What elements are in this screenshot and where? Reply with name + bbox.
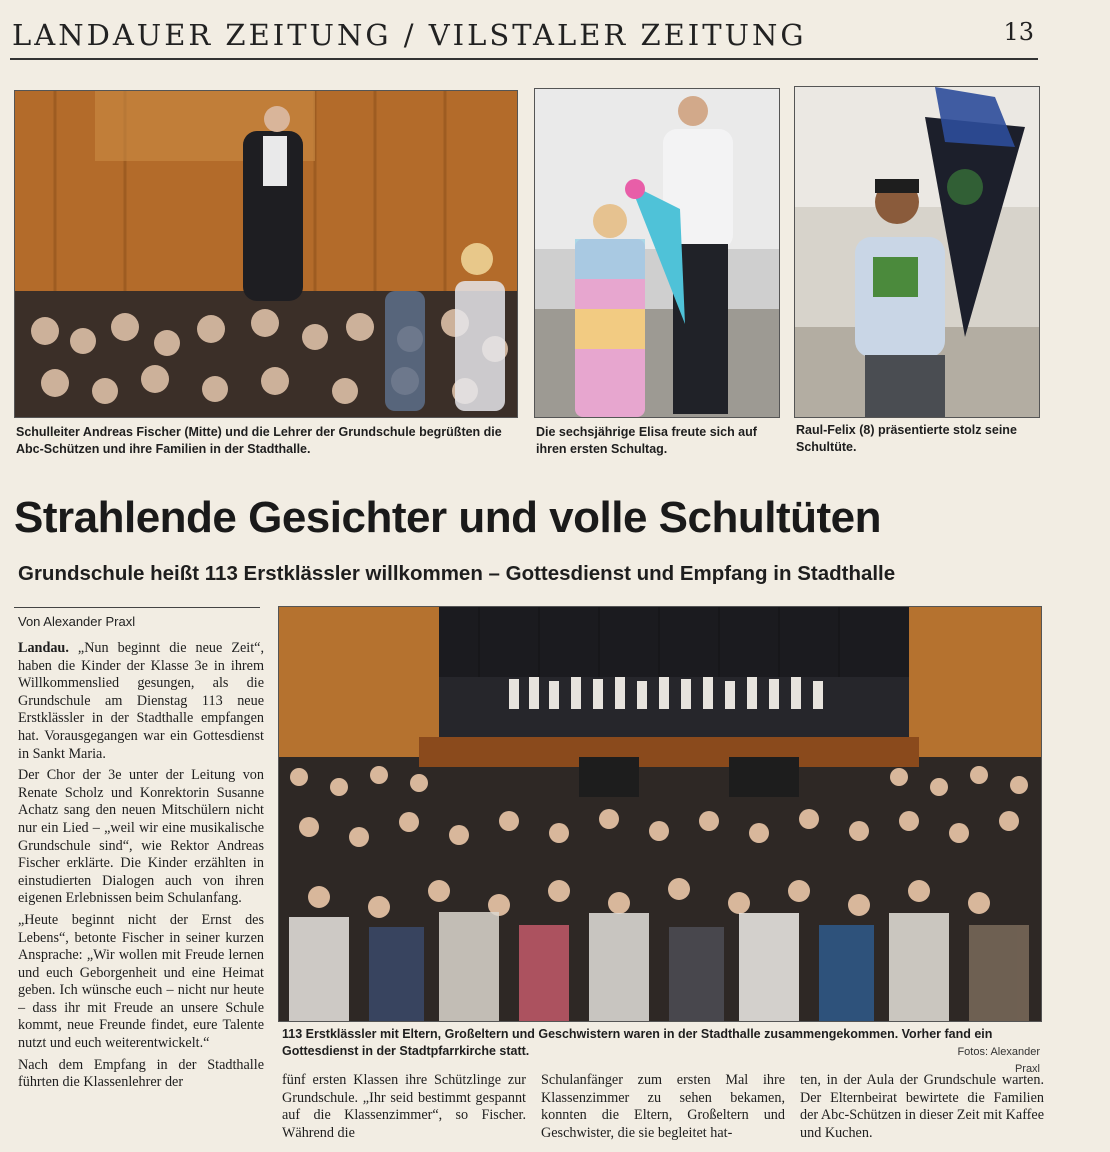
article-column-2 — [282, 1072, 526, 1150]
photo-stadthalle-crowd — [278, 606, 1042, 1022]
page-number: 13 — [1003, 18, 1034, 46]
article-column-1 — [18, 640, 264, 1150]
byline-rule — [14, 607, 260, 608]
photo-elisa — [534, 88, 780, 418]
article-dateline: Landau. — [18, 640, 69, 656]
photo-headmaster-audience — [14, 90, 518, 418]
article-column-4-text: ten, in der Aula der Grundschule warten. Der Elternbeirat bewirtete die Familien der Abc-Schützen in dieser Zeit mit Kaffee und Kuchen. — [800, 1072, 1044, 1141]
article-headline: Strahlende Gesichter und volle Schultüten — [14, 493, 881, 542]
article-subheadline: Grundschule heißt 113 Erstklässler willkommen – Gottesdienst und Empfang in Stadthalle — [18, 562, 896, 585]
article-paragraph-3: „Heute beginnt nicht der Ernst des Lebens“, betonte Fischer in seiner kurzen Ansprache: „Wir wollen mit Freude lernen und euch Geborgenheit und eine Heimat geben. Ich wünsche euch – nicht nur heute – dass ihr mit Freude an unsere Schule kommt, neue Freunde findet, eure Talente nutzt und euch weiterentwickelt.“ — [18, 911, 264, 1052]
article-column-2-text: fünf ersten Klassen ihre Schützlinge zur Grundschule. „Ihr seid bestimmt gespannt auf die Klassenzimmer“, so Fischer. Während die — [282, 1072, 526, 1141]
photo-credit: Fotos: Alexander Praxl — [957, 1046, 1040, 1075]
header-rule — [10, 58, 1038, 60]
article-byline: Von Alexander Praxl — [18, 614, 136, 629]
newspaper-name: LANDAUER ZEITUNG / VILSTALER ZEITUNG — [12, 18, 807, 52]
caption-photo-headmaster: Schulleiter Andreas Fischer (Mitte) und die Lehrer der Grundschule begrüßten die Abc-Schützen und ihre Familien in der Stadthalle. — [16, 425, 502, 456]
article-paragraph-4: Nach dem Empfang in der Stadthalle führten die Klassenlehrer der — [18, 1056, 264, 1091]
article-column-4 — [800, 1072, 1044, 1150]
article-paragraph-1-text: „Nun beginnt die neue Zeit“, haben die Kinder der Klasse 3e in ihrem Willkommenslied gesungen, als die Grundschule am Dienstag 113 neue Erstklässler in der Stadthalle empfangen hat. Vorausgegangen war ein Gottesdienst in Sankt Maria. — [18, 640, 264, 762]
photo-raul-felix — [794, 86, 1040, 418]
caption-photo-elisa: Die sechsjährige Elisa freute sich auf ihren ersten Schultag. — [536, 425, 757, 456]
article-paragraph-2: Der Chor der 3e unter der Leitung von Renate Scholz und Konrektorin Susanne Achatz sang den neuen Mitschülern nicht nur ein Lied – „weil wir eine musikalische Grundschule sind“, wie Rektor Andreas Fischer erklärte. Die Kinder erzählten in einstudierten Dialogen auch von ihren eigenen Erlebnissen beim Schulanfang. — [18, 767, 264, 907]
page-header — [10, 18, 1038, 62]
article-column-3 — [541, 1072, 785, 1150]
caption-photo-raul-felix: Raul-Felix (8) präsentierte stolz seine Schultüte. — [796, 423, 1017, 454]
article-column-3-text: Schulanfänger zum ersten Mal ihre Klassenzimmer zu sehen bekamen, konnten die Eltern, Großeltern und Geschwister, die sie begleitet hat- — [541, 1072, 785, 1141]
caption-photo-stadthalle: 113 Erstklässler mit Eltern, Großeltern und Geschwistern waren in der Stadthalle zusammengekommen. Vorher fand ein Gottesdienst in der Stadtpfarrkirche statt. — [282, 1027, 993, 1058]
article-paragraph-1 — [18, 640, 264, 763]
